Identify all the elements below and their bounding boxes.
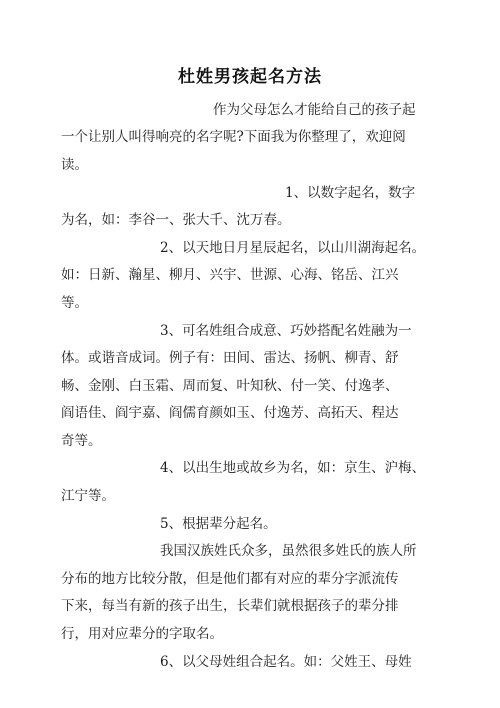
paragraph-line: 下来，每当有新的孩子出生，长辈们就根据孩子的辈分排	[61, 598, 399, 614]
paragraph-line: 4、以出生地或故乡为名，如：京生、沪梅、	[160, 460, 426, 476]
paragraph-line: 体。或谐音成词。例子有：田间、雷达、扬帆、柳青、舒	[61, 350, 399, 366]
paragraph-line: 5、根据辈分起名。	[160, 516, 277, 532]
paragraph-line: 3、可名姓组合成意、巧妙搭配名姓融为一	[160, 323, 412, 339]
paragraph-line: 读。	[61, 157, 88, 173]
paragraph-line: 6、以父母姓组合起名。如：父姓王、母姓	[160, 654, 412, 670]
paragraph-line: 分布的地方比较分散，但是他们都有对应的辈分字派流传	[61, 571, 399, 587]
paragraph-line: 阎语佳、阎宇嘉、阎儒育颜如玉、付逸芳、高拓天、程达	[61, 405, 399, 421]
paragraph-line: 1、以数字起名，数字	[285, 185, 416, 201]
paragraph-line: 一个让别人叫得响亮的名字呢?下面我为你整理了，欢迎阅	[61, 129, 406, 145]
document-title: 杜姓男孩起名方法	[178, 67, 322, 87]
paragraph-line: 作为父母怎么才能给自己的孩子起	[213, 102, 416, 118]
paragraph-line: 为名，如：李谷一、张大千、沈万春。	[61, 212, 291, 228]
paragraph-line: 奇等。	[61, 433, 102, 449]
paragraph-line: 2、以天地日月星辰起名，以山川湖海起名。	[160, 240, 426, 256]
paragraph-line: 行，用对应辈分的字取名。	[61, 626, 223, 642]
paragraph-line: 等。	[61, 295, 88, 311]
paragraph-line: 畅、金刚、白玉霜、周而复、叶知秋、付一笑、付逸孝、	[61, 378, 399, 394]
paragraph-line: 江宁等。	[61, 488, 115, 504]
paragraph-line: 我国汉族姓氏众多，虽然很多姓氏的族人所	[160, 543, 417, 559]
paragraph-line: 如：日新、瀚星、柳月、兴宇、世源、心海、铭岳、江兴	[61, 267, 399, 283]
